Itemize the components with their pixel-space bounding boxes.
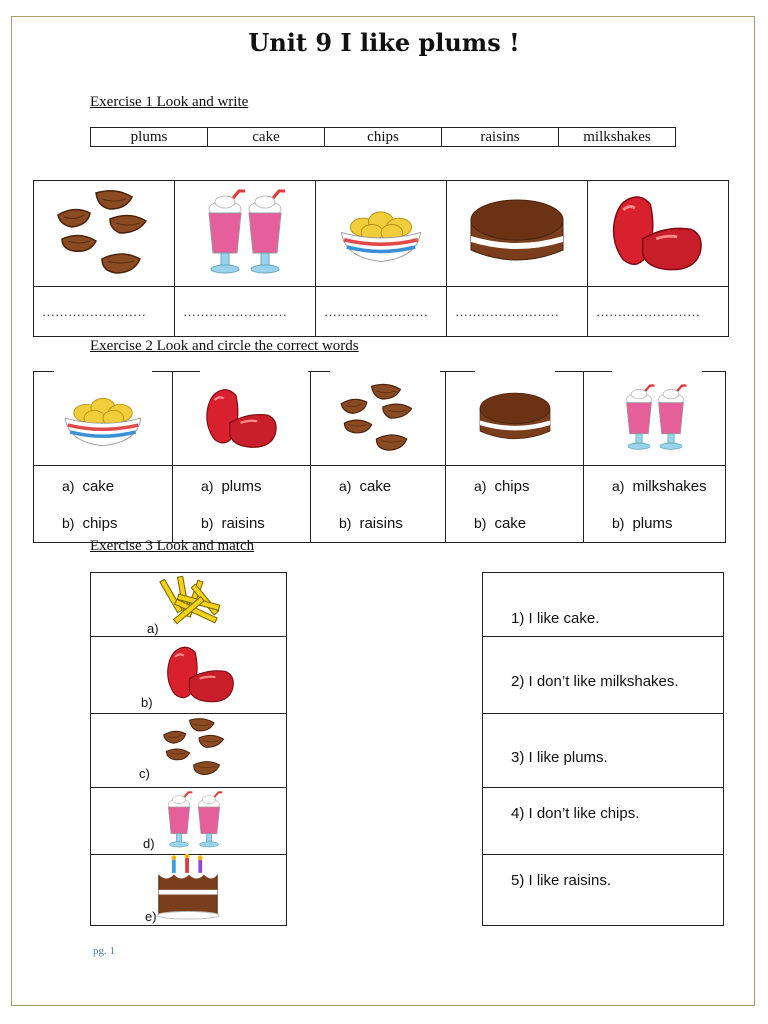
exercise1-table	[33, 180, 729, 337]
border-gap	[200, 369, 308, 374]
row-divider	[483, 854, 723, 855]
choice-cell	[446, 466, 584, 543]
choice-option-b[interactable]	[612, 505, 725, 542]
row-divider	[91, 787, 286, 788]
exercise1-heading: Exercise 1 Look and write	[90, 94, 249, 110]
picture-cell	[173, 372, 311, 466]
answer-blank[interactable]: ……………………	[588, 287, 729, 337]
option-word: plums	[632, 515, 673, 532]
word-bank-item: chips	[325, 128, 442, 147]
match-sentence[interactable]: 3) I like plums.	[511, 749, 608, 766]
worksheet-title: Unit 9 I like plums !	[248, 28, 520, 57]
chips-icon	[336, 201, 426, 266]
word-bank-item: raisins	[442, 128, 559, 147]
row-divider	[483, 787, 723, 788]
choice-option-b[interactable]	[62, 505, 172, 542]
word-bank	[90, 127, 676, 147]
border-gap	[330, 369, 440, 374]
option-letter: a)	[612, 478, 625, 494]
option-letter: b)	[339, 515, 352, 531]
choice-option-b[interactable]	[201, 505, 310, 542]
option-word: plums	[221, 478, 262, 495]
choice-cell	[311, 466, 446, 543]
plums-icon	[610, 190, 706, 278]
page-number: pg. 1	[93, 945, 115, 957]
picture-cell	[34, 181, 175, 287]
plums-icon	[165, 641, 237, 709]
choice-cell	[34, 466, 173, 543]
milkshakes-icon	[165, 791, 193, 851]
exercise2-heading: Exercise 2 Look and circle the correct words	[90, 338, 359, 354]
picture-cell	[588, 181, 729, 287]
border-gap	[54, 369, 152, 374]
raisins-icon	[54, 189, 154, 279]
raisins-icon	[161, 715, 229, 781]
choice-option-a[interactable]	[62, 468, 172, 505]
fries-icon	[159, 573, 231, 635]
match-sentence[interactable]: 1) I like cake.	[511, 610, 600, 627]
row-divider	[91, 713, 286, 714]
option-letter: b)	[62, 515, 75, 531]
plums-icon	[204, 383, 280, 455]
picture-cell	[447, 181, 588, 287]
match-letter[interactable]: a)	[147, 621, 159, 636]
raisins-icon	[338, 382, 418, 456]
choice-option-b[interactable]	[474, 505, 583, 542]
match-sentence[interactable]: 5) I like raisins.	[511, 872, 612, 889]
picture-cell	[311, 372, 446, 466]
option-word: chips	[82, 515, 118, 532]
match-letter[interactable]: c)	[139, 766, 150, 781]
match-letter[interactable]: b)	[141, 695, 153, 710]
option-letter: a)	[62, 478, 75, 494]
picture-cell	[446, 372, 584, 466]
match-sentence[interactable]: 2) I don’t like milkshakes.	[511, 673, 679, 690]
cake-icon	[477, 387, 553, 451]
option-word: milkshakes	[632, 478, 707, 495]
word-bank-item: milkshakes	[559, 128, 676, 147]
exercise3-heading: Exercise 3 Look and match	[90, 538, 255, 554]
word-bank-item: cake	[208, 128, 325, 147]
exercise2-table	[33, 371, 726, 543]
option-word: raisins	[221, 515, 265, 532]
match-sentence[interactable]: 4) I don’t like chips.	[511, 805, 640, 822]
answer-blank[interactable]: ……………………	[175, 287, 316, 337]
row-divider	[483, 636, 723, 637]
border-gap	[612, 369, 702, 374]
option-letter: a)	[474, 478, 487, 494]
milkshakes-icon	[205, 189, 245, 279]
option-word: cake	[494, 515, 527, 532]
choice-option-b[interactable]	[339, 505, 445, 542]
milkshakes-icon	[623, 384, 655, 454]
option-letter: b)	[474, 515, 487, 531]
milkshakes-icon	[195, 791, 223, 851]
choice-option-a[interactable]	[201, 468, 310, 505]
option-word: chips	[494, 478, 530, 495]
answer-blank[interactable]: ……………………	[447, 287, 588, 337]
row-divider	[91, 636, 286, 637]
match-letter[interactable]: d)	[143, 836, 155, 851]
birthday-cake-icon	[155, 854, 221, 920]
option-word: cake	[359, 478, 392, 495]
milkshakes-icon	[245, 189, 285, 279]
picture-cell	[316, 181, 447, 287]
option-word: raisins	[359, 515, 403, 532]
option-letter: a)	[201, 478, 214, 494]
picture-cell	[34, 372, 173, 466]
match-sentences-box	[482, 572, 724, 926]
match-pictures-box	[90, 572, 287, 926]
answer-blank[interactable]: ……………………	[34, 287, 175, 337]
answer-blank[interactable]: ……………………	[316, 287, 447, 337]
choice-option-a[interactable]	[339, 468, 445, 505]
option-letter: a)	[339, 478, 352, 494]
picture-cell	[584, 372, 726, 466]
chips-icon	[60, 386, 146, 452]
match-letter[interactable]: e)	[145, 909, 157, 924]
option-word: cake	[82, 478, 115, 495]
border-gap	[475, 369, 555, 374]
picture-cell	[175, 181, 316, 287]
cake-icon	[467, 193, 567, 275]
milkshakes-icon	[655, 384, 687, 454]
choice-cell	[173, 466, 311, 543]
option-letter: b)	[612, 515, 625, 531]
choice-cell	[584, 466, 726, 543]
choice-option-a[interactable]	[474, 468, 583, 505]
row-divider	[483, 713, 723, 714]
option-letter: b)	[201, 515, 214, 531]
choice-option-a[interactable]	[612, 468, 725, 505]
word-bank-item: plums	[91, 128, 208, 147]
